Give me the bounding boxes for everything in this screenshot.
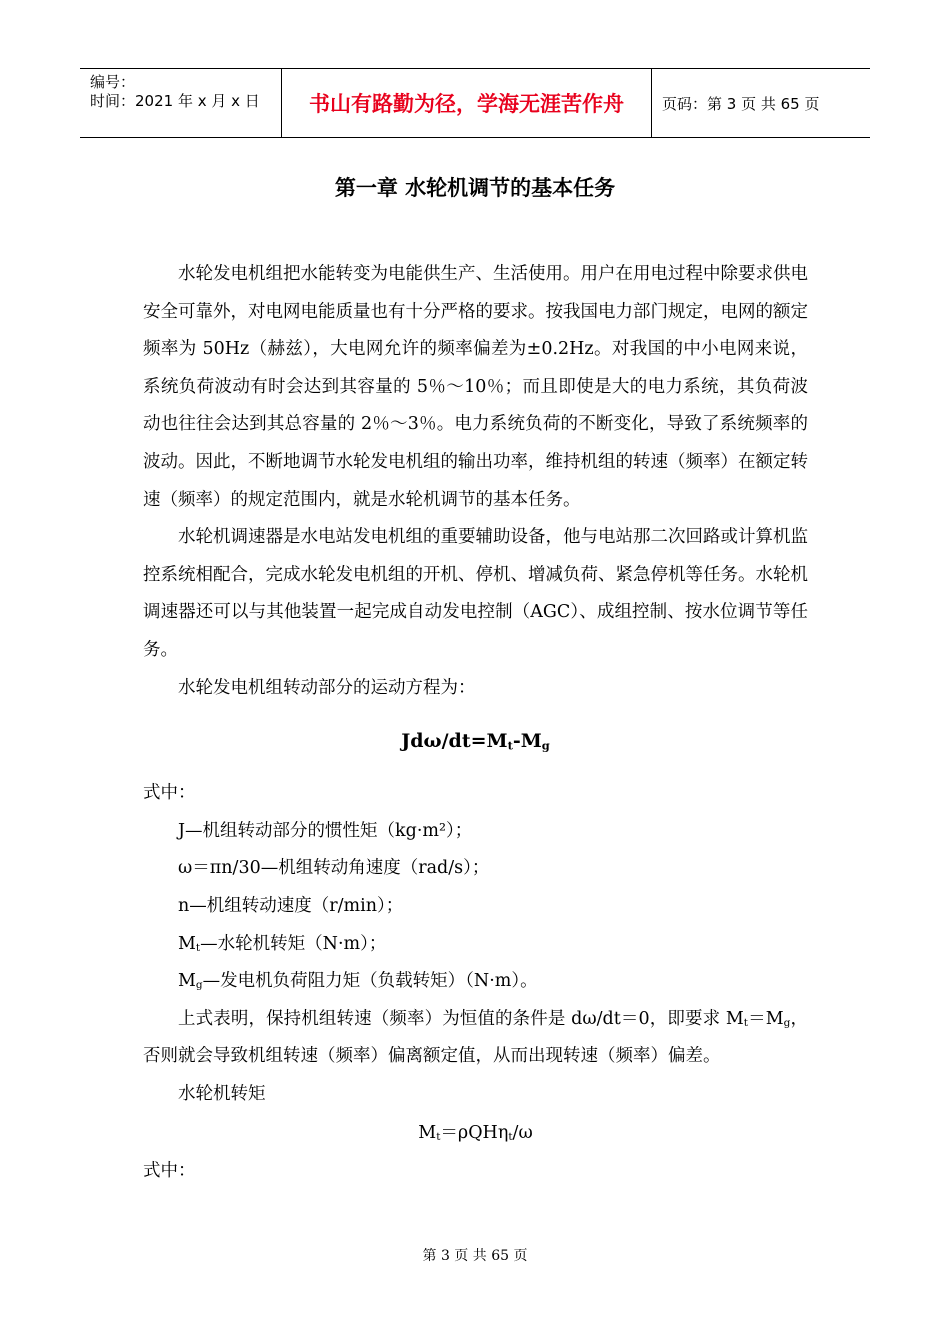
where-label: 式中： [143, 783, 196, 804]
paragraph: 水轮机调速器是水电站发电机组的重要辅助设备，他与电站那二次回路或计算机监控系统相配合，完成水轮发电机组的开机、停机、增减负荷、紧急停机等任务。水轮机调速器还可以与其他装置一起完成自动发电控制（AGC）、成组控制、按水位调节等任务。 [143, 527, 808, 660]
definition-n: n—机组转动速度（r/min）； [178, 895, 404, 916]
torque-equation: $M_t=\rho QH\eta_t/\omega$ [418, 1123, 533, 1144]
paragraph: 上式表明，保持机组转速（频率）为恒值的条件是 dω/dt＝0，即要求 $M_t=M_g$，否则就会导致机组转速（频率）偏离额定值，从而出现转速（频率）偏差。 [143, 1008, 809, 1067]
header-motto-cell [281, 69, 652, 137]
number-label: 编号： [90, 73, 136, 91]
chapter-title: 第一章 水轮机调节的基本任务 [334, 176, 616, 200]
definition-j: J—机组转动部分的惯性矩（kg·m²）； [178, 820, 473, 841]
page-label: 页码：第 3 页 共 65 页 [662, 94, 820, 113]
page-footer: 第 3 页 共 65 页 [422, 1248, 528, 1264]
paragraph: 水轮发电机组把水能转变为电能供生产、生活使用。用户在用电过程中除要求供电安全可靠外，对电网电能质量也有十分严格的要求。按我国电力部门规定，电网的额定频率为 50Hz（赫兹），大电网允许的频率偏差为±0.2Hz。对我国的中小电网来说，系统负荷波动有时会达到其容量的 5％～10％；而且即使是大的电力系统，其负荷波动也往往会达到其总容量的 2％～3％。电力系统负荷的不断变化，导致了系统频率的波动。因此，不断地调节水轮发电机组的输出功率，维持机组的转速（频率）在额定转速（频率）的规定范围内，就是水轮机调节的基本任务。 [143, 264, 808, 510]
where-label: 式中： [143, 1161, 196, 1182]
paragraph: 水轮发电机组转动部分的运动方程为： [178, 677, 476, 698]
document-header [80, 68, 870, 138]
motto: 书山有路勤为径，学海无涯苦作舟 [309, 92, 624, 116]
definition-mg: $M_g—$发电机负荷阻力矩（负载转矩）（N·m）。 [178, 971, 538, 992]
header-meta [80, 69, 281, 137]
definition-omega: ω＝πn/30—机组转动角速度（rad/s）； [178, 858, 490, 879]
body-content [143, 256, 808, 1191]
time-label: 时间：2021 年 x 月 x 日 [90, 92, 260, 110]
motion-equation: Jdω/$dt=M_t-M_g$ [401, 730, 550, 753]
definition-mt: $M_t—$水轮机转矩（N·m）； [178, 933, 387, 954]
paragraph: 水轮机转矩 [178, 1083, 266, 1104]
